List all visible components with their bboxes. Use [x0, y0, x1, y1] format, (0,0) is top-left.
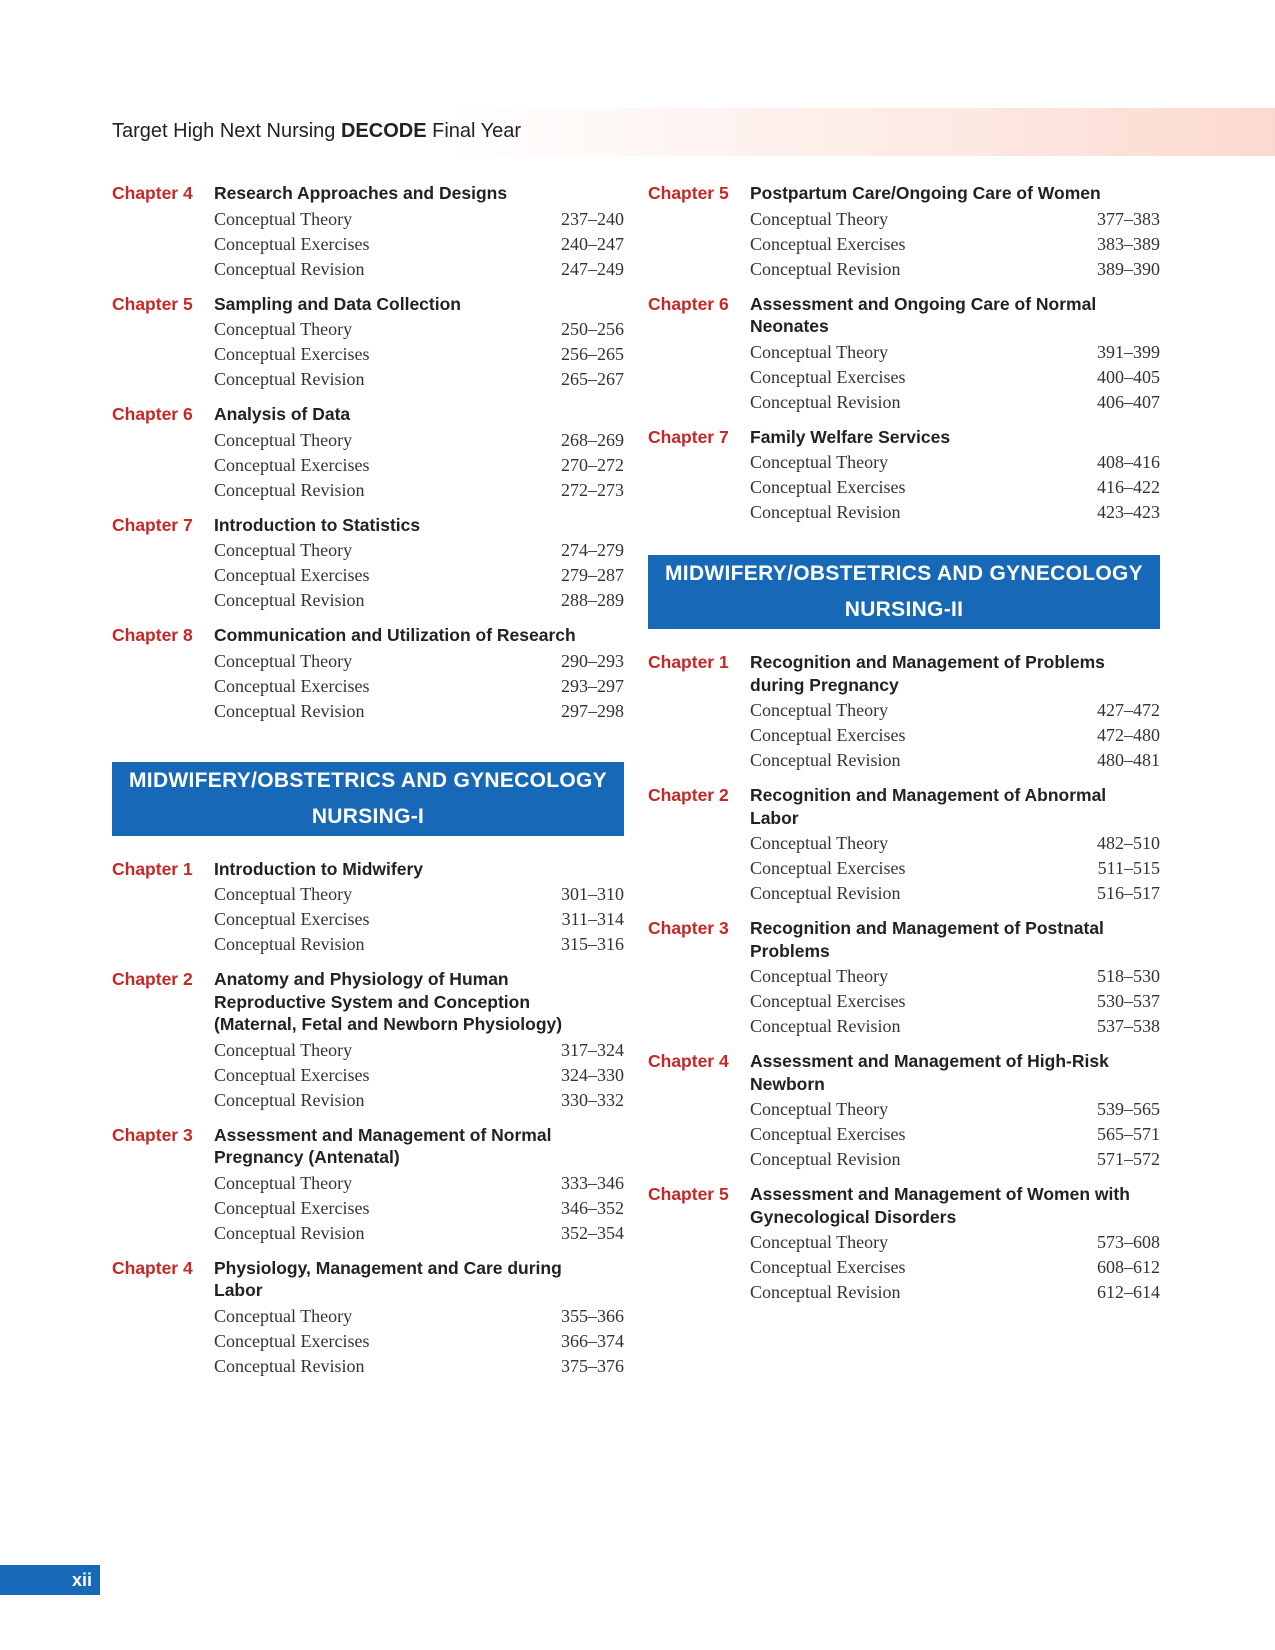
running-head-suffix: Final Year: [426, 120, 522, 142]
toc-entry: [750, 698, 1160, 723]
toc-entry: [750, 450, 1160, 475]
toc-entry: [214, 1038, 624, 1063]
toc-chapter: [648, 1183, 1160, 1305]
toc-entry: [214, 428, 624, 453]
toc-entry: [214, 649, 624, 674]
entry-name: Conceptual Theory: [214, 208, 353, 229]
toc-entry: [750, 1255, 1160, 1280]
entry-pages: 571–572: [1097, 1149, 1160, 1169]
toc-entry: [750, 723, 1160, 748]
toc-entry: [214, 674, 624, 699]
section-banner: [648, 555, 1160, 629]
running-head-prefix: Target High Next Nursing: [112, 120, 341, 142]
entry-pages: 565–571: [1097, 1124, 1160, 1144]
entry-name: Conceptual Revision: [750, 258, 901, 279]
entry-name: Conceptual Theory: [214, 319, 353, 339]
chapter-body: [750, 917, 1160, 1039]
chapter-body: [750, 1183, 1160, 1305]
entry-pages: 416–422: [1097, 477, 1160, 497]
entry-pages: 311–314: [561, 909, 624, 929]
toc-entry: [214, 1171, 624, 1196]
entry-name: Conceptual Theory: [214, 429, 353, 450]
chapter-label: Chapter 4: [648, 1051, 729, 1071]
entry-name: Conceptual Theory: [750, 208, 889, 229]
entry-pages: 608–612: [1097, 1257, 1160, 1277]
chapter-title: Research Approaches and Designs: [214, 183, 508, 203]
toc-entry: [214, 1063, 624, 1088]
entry-pages: 293–297: [561, 675, 624, 696]
entry-pages: 324–330: [561, 1064, 624, 1085]
chapter-body: [750, 1050, 1160, 1172]
entry-pages: 279–287: [561, 565, 624, 585]
toc-entry: [214, 588, 624, 613]
entry-name: Conceptual Theory: [750, 966, 889, 986]
toc-entry: [214, 563, 624, 588]
entry-name: Conceptual Revision: [750, 1149, 901, 1169]
entry-name: Conceptual Exercises: [750, 233, 906, 254]
toc-chapter: [112, 1257, 624, 1379]
entry-pages: 391–399: [1097, 341, 1160, 362]
toc-entry: [750, 390, 1160, 415]
entry-name: Conceptual Exercises: [750, 858, 906, 878]
entry-name: Conceptual Revision: [750, 1016, 901, 1036]
entry-name: Conceptual Revision: [214, 1222, 365, 1243]
toc-chapter: [648, 917, 1160, 1039]
entry-name: Conceptual Revision: [750, 502, 901, 522]
entry-pages: 272–273: [561, 479, 624, 500]
toc-right-column: [648, 182, 1160, 1316]
chapter-label: Chapter 7: [112, 514, 193, 535]
chapter-title: Analysis of Data: [214, 404, 351, 424]
entry-pages: 352–354: [561, 1222, 624, 1243]
toc-chapter: [112, 858, 624, 958]
toc-entry: [214, 367, 624, 392]
toc-chapter: [648, 1050, 1160, 1172]
entry-name: Conceptual Exercises: [214, 1330, 370, 1351]
toc-entry: [214, 882, 624, 907]
toc-chapter: [112, 403, 624, 503]
toc-entry: [214, 699, 624, 724]
toc-entry: [214, 317, 624, 342]
entry-name: Conceptual Theory: [214, 540, 353, 560]
chapter-label: Chapter 1: [112, 858, 193, 879]
toc-entry: [214, 1196, 624, 1221]
entry-name: Conceptual Revision: [214, 1089, 365, 1110]
toc-chapter: [648, 182, 1160, 282]
entry-name: Conceptual Revision: [214, 590, 365, 610]
entry-pages: 355–366: [561, 1305, 624, 1326]
entry-pages: 330–332: [561, 1089, 624, 1110]
chapter-body: [750, 293, 1160, 415]
chapter-body: [214, 182, 624, 282]
chapter-title: Anatomy and Physiology of Human Reproductive System and Conception (Maternal, Fetal and Newborn Physiology): [214, 969, 563, 1034]
chapter-label: Chapter 8: [112, 625, 193, 645]
chapter-label: Chapter 1: [648, 652, 729, 672]
toc-entry: [750, 232, 1160, 257]
entry-name: Conceptual Exercises: [214, 675, 370, 696]
toc-chapter: [648, 293, 1160, 415]
chapter-body: [214, 968, 624, 1113]
entry-name: Conceptual Revision: [214, 479, 365, 500]
toc-entry: [214, 342, 624, 367]
chapter-title: Introduction to Statistics: [214, 514, 421, 535]
entry-name: Conceptual Theory: [750, 833, 889, 853]
chapter-label: Chapter 4: [112, 1257, 193, 1278]
toc-entry: [214, 907, 624, 932]
toc-entry: [214, 1304, 624, 1329]
entry-pages: 377–383: [1097, 208, 1160, 229]
entry-pages: 406–407: [1097, 391, 1160, 412]
chapter-title: Recognition and Management of Postnatal Problems: [750, 918, 1104, 961]
running-head-bold: DECODE: [340, 120, 427, 142]
entry-name: Conceptual Theory: [750, 452, 889, 472]
entry-pages: 333–346: [561, 1172, 624, 1193]
entry-name: Conceptual Theory: [214, 1172, 353, 1193]
chapter-label: Chapter 5: [112, 293, 193, 314]
entry-name: Conceptual Exercises: [214, 344, 370, 364]
entry-pages: 427–472: [1097, 700, 1160, 720]
entry-pages: 539–565: [1097, 1099, 1160, 1119]
chapter-label: Chapter 6: [648, 293, 729, 314]
chapter-label: Chapter 4: [112, 183, 193, 203]
entry-name: Conceptual Exercises: [750, 1124, 906, 1144]
entry-pages: 518–530: [1097, 966, 1160, 986]
toc-chapter: [112, 1124, 624, 1246]
toc-chapter: [648, 426, 1160, 526]
entry-pages: 400–405: [1097, 366, 1160, 387]
toc-entry: [750, 989, 1160, 1014]
entry-pages: 274–279: [561, 540, 624, 560]
banner-line-1: MIDWIFERY/OBSTETRICS AND GYNECOLOGY: [665, 562, 1143, 585]
toc-chapter: [112, 968, 624, 1113]
chapter-title: Recognition and Management of Abnormal Labor: [750, 785, 1107, 828]
chapter-body: [750, 426, 1160, 526]
toc-entry: [750, 340, 1160, 365]
toc-entry: [750, 831, 1160, 856]
entry-pages: 346–352: [561, 1197, 624, 1218]
entry-pages: 297–298: [561, 700, 624, 721]
toc-entry: [214, 1088, 624, 1113]
chapter-body: [214, 858, 624, 958]
entry-name: Conceptual Revision: [214, 258, 365, 279]
toc-entry: [750, 856, 1160, 881]
entry-pages: 516–517: [1097, 883, 1160, 903]
chapter-body: [214, 1257, 624, 1379]
chapter-label: Chapter 2: [648, 785, 729, 805]
toc-entry: [750, 1097, 1160, 1122]
entry-name: Conceptual Theory: [750, 1232, 889, 1252]
entry-name: Conceptual Theory: [214, 884, 353, 904]
toc-entry: [750, 207, 1160, 232]
chapter-body: [750, 651, 1160, 773]
chapter-label: Chapter 7: [648, 426, 729, 447]
entry-pages: 270–272: [561, 454, 624, 475]
entry-pages: 247–249: [561, 258, 624, 279]
entry-pages: 573–608: [1097, 1232, 1160, 1252]
toc-entry: [214, 478, 624, 503]
chapter-title: Assessment and Management of High-Risk Newborn: [750, 1051, 1109, 1094]
toc-entry: [750, 500, 1160, 525]
entry-pages: 237–240: [561, 208, 624, 229]
banner-line-2: NURSING-I: [311, 804, 425, 828]
entry-name: Conceptual Theory: [750, 341, 889, 362]
chapter-title: Introduction to Midwifery: [214, 858, 424, 879]
entry-name: Conceptual Exercises: [750, 725, 906, 745]
toc-entry: [214, 1329, 624, 1354]
entry-pages: 256–265: [561, 344, 624, 364]
entry-name: Conceptual Exercises: [214, 233, 370, 254]
entry-pages: 288–289: [561, 590, 624, 610]
entry-pages: 317–324: [561, 1039, 624, 1060]
chapter-body: [214, 514, 624, 614]
entry-name: Conceptual Revision: [750, 391, 901, 412]
entry-name: Conceptual Exercises: [214, 1064, 370, 1085]
entry-pages: 250–256: [561, 319, 624, 339]
section-banner: [112, 762, 624, 836]
page-number: xii: [0, 1565, 100, 1595]
toc-chapter: [112, 293, 624, 393]
entry-name: Conceptual Exercises: [214, 565, 370, 585]
toc-entry: [750, 748, 1160, 773]
chapter-body: [214, 403, 624, 503]
chapter-body: [214, 293, 624, 393]
chapter-label: Chapter 3: [112, 1124, 193, 1145]
chapter-title: Communication and Utilization of Research: [214, 625, 576, 645]
toc-entry: [214, 1354, 624, 1379]
entry-name: Conceptual Exercises: [750, 366, 906, 387]
banner-line-1: MIDWIFERY/OBSTETRICS AND GYNECOLOGY: [129, 768, 607, 792]
entry-pages: 301–310: [561, 884, 624, 904]
toc-chapter: [648, 651, 1160, 773]
chapter-title: Family Welfare Services: [750, 426, 951, 447]
entry-name: Conceptual Revision: [750, 883, 901, 903]
entry-name: Conceptual Exercises: [750, 991, 906, 1011]
entry-name: Conceptual Theory: [750, 700, 889, 720]
toc-entry: [214, 453, 624, 478]
entry-name: Conceptual Revision: [214, 1355, 365, 1376]
entry-pages: 315–316: [561, 934, 624, 954]
entry-pages: 375–376: [561, 1355, 624, 1376]
entry-pages: 383–389: [1097, 233, 1160, 254]
entry-pages: 511–515: [1097, 858, 1160, 878]
toc-entry: [750, 1280, 1160, 1305]
toc-entry: [750, 881, 1160, 906]
chapter-title: Recognition and Management of Problems during Pregnancy: [750, 652, 1105, 695]
entry-name: Conceptual Revision: [214, 700, 365, 721]
chapter-title: Assessment and Ongoing Care of Normal Neonates: [750, 293, 1097, 336]
toc-entry: [750, 1230, 1160, 1255]
entry-pages: 537–538: [1097, 1016, 1160, 1036]
toc-chapter: [112, 182, 624, 282]
entry-pages: 268–269: [561, 429, 624, 450]
entry-name: Conceptual Revision: [214, 934, 365, 954]
entry-pages: 612–614: [1097, 1282, 1160, 1302]
entry-pages: 480–481: [1097, 750, 1160, 770]
chapter-body: [214, 624, 624, 724]
toc-entry: [214, 207, 624, 232]
entry-name: Conceptual Theory: [214, 650, 353, 671]
chapter-label: Chapter 2: [112, 969, 193, 989]
chapter-label: Chapter 5: [648, 183, 729, 203]
entry-name: Conceptual Exercises: [214, 909, 370, 929]
running-head: [112, 120, 521, 143]
chapter-label: Chapter 6: [112, 404, 193, 424]
toc-entry: [750, 365, 1160, 390]
toc-entry: [750, 1014, 1160, 1039]
entry-pages: 366–374: [561, 1330, 624, 1351]
entry-name: Conceptual Exercises: [214, 1197, 370, 1218]
entry-name: Conceptual Exercises: [750, 1257, 906, 1277]
chapter-body: [750, 182, 1160, 282]
toc-entry: [750, 1122, 1160, 1147]
entry-pages: 530–537: [1097, 991, 1160, 1011]
entry-name: Conceptual Theory: [214, 1039, 353, 1060]
toc-entry: [750, 475, 1160, 500]
toc-entry: [750, 964, 1160, 989]
toc-chapter: [112, 514, 624, 614]
toc-left-column: [112, 182, 624, 1390]
entry-name: Conceptual Revision: [750, 1282, 901, 1302]
entry-name: Conceptual Theory: [214, 1305, 353, 1326]
entry-name: Conceptual Revision: [750, 750, 901, 770]
chapter-label: Chapter 3: [648, 918, 729, 938]
chapter-title: Physiology, Management and Care during Labor: [214, 1257, 562, 1300]
chapter-title: Assessment and Management of Normal Pregnancy (Antenatal): [214, 1124, 552, 1167]
toc-entry: [214, 232, 624, 257]
toc-entry: [214, 1221, 624, 1246]
chapter-title: Sampling and Data Collection: [214, 293, 461, 314]
chapter-title: Postpartum Care/Ongoing Care of Women: [750, 183, 1101, 203]
entry-name: Conceptual Exercises: [214, 454, 370, 475]
banner-line-2: NURSING-II: [844, 598, 964, 621]
entry-pages: 482–510: [1097, 833, 1160, 853]
toc-entry: [750, 1147, 1160, 1172]
entry-pages: 472–480: [1097, 725, 1160, 745]
toc-entry: [214, 932, 624, 957]
toc-entry: [214, 257, 624, 282]
entry-pages: 389–390: [1097, 258, 1160, 279]
chapter-title: Assessment and Management of Women with Gynecological Disorders: [750, 1184, 1130, 1227]
entry-name: Conceptual Theory: [750, 1099, 889, 1119]
chapter-label: Chapter 5: [648, 1184, 729, 1204]
toc-entry: [214, 538, 624, 563]
entry-pages: 240–247: [561, 233, 624, 254]
chapter-body: [750, 784, 1160, 906]
toc-chapter: [648, 784, 1160, 906]
toc-chapter: [112, 624, 624, 724]
chapter-body: [214, 1124, 624, 1246]
entry-pages: 290–293: [561, 650, 624, 671]
entry-name: Conceptual Revision: [214, 369, 365, 389]
toc-entry: [750, 257, 1160, 282]
entry-pages: 408–416: [1097, 452, 1160, 472]
entry-pages: 265–267: [561, 369, 624, 389]
entry-pages: 423–423: [1097, 502, 1160, 522]
entry-name: Conceptual Exercises: [750, 477, 906, 497]
